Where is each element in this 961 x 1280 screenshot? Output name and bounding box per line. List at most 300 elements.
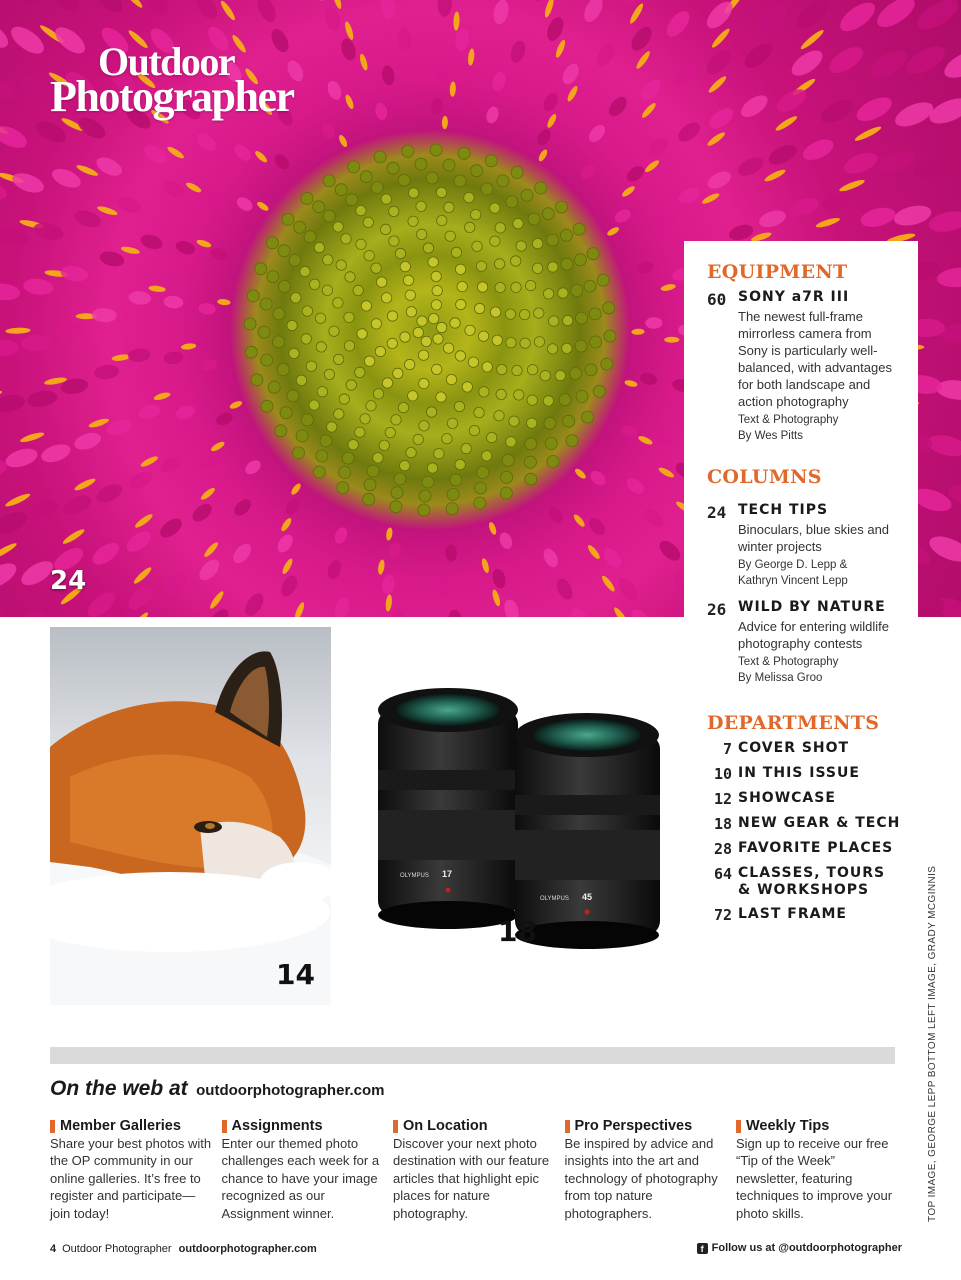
- flower-petal: [624, 475, 647, 497]
- pollen-dot: [361, 301, 371, 311]
- web-column-title-text: Member Galleries: [60, 1118, 181, 1134]
- pollen-dot: [450, 318, 460, 328]
- flower-petal: [72, 207, 103, 230]
- web-column: [222, 1118, 394, 1222]
- flower-stamen: [73, 477, 96, 493]
- pollen-dot: [495, 223, 505, 233]
- pollen-dot: [304, 231, 316, 243]
- flower-petal: [645, 135, 671, 159]
- pollen-dot: [511, 167, 523, 179]
- pollen-dot: [455, 351, 465, 361]
- department-name: CLASSES, TOURS & WORKSHOPS: [738, 865, 886, 898]
- pollen-dot: [477, 467, 489, 479]
- toc-entry-desc: The newest full-frame mirrorless camera from Sony is particularly well-balanced, with advantages for both landscape and action photography: [738, 309, 892, 409]
- pollen-dot: [344, 312, 354, 322]
- pollen-dot: [601, 358, 613, 370]
- flower-petal: [437, 577, 450, 597]
- flower-petal: [872, 0, 919, 33]
- flower-petal: [115, 193, 144, 216]
- flower-stamen: [600, 574, 616, 593]
- pollen-dot: [366, 401, 376, 411]
- pollen-dot: [540, 371, 550, 381]
- pollen-dot: [556, 201, 568, 213]
- pollen-dot: [472, 241, 482, 251]
- pollen-dot: [291, 293, 301, 303]
- pollen-dot: [408, 216, 418, 226]
- pollen-dot: [454, 401, 464, 411]
- pollen-dot: [456, 299, 466, 309]
- department-page: 7: [722, 740, 732, 758]
- pollen-dot: [278, 280, 290, 292]
- flower-stamen: [337, 134, 348, 148]
- pollen-dot: [261, 400, 273, 412]
- department-item[interactable]: [707, 865, 904, 899]
- flower-petal: [568, 605, 592, 617]
- toc-entry[interactable]: [707, 502, 904, 589]
- department-item[interactable]: [707, 740, 904, 758]
- pollen-dot: [604, 330, 616, 342]
- pollen-dot: [436, 392, 446, 402]
- pollen-dot: [360, 414, 370, 424]
- flower-petal: [431, 97, 443, 115]
- masthead-logo: [50, 39, 294, 121]
- pollen-dot: [334, 409, 344, 419]
- flower-stamen: [799, 28, 825, 51]
- flower-petal: [124, 581, 157, 613]
- flower-petal: [139, 232, 164, 252]
- flower-stamen: [628, 2, 645, 25]
- pollen-dot: [543, 396, 553, 406]
- pollen-dot: [524, 456, 536, 468]
- flower-petal: [126, 468, 155, 492]
- flower-stamen: [449, 81, 456, 97]
- flower-stamen: [537, 148, 549, 162]
- pollen-dot: [534, 337, 544, 347]
- flower-petal: [541, 546, 561, 569]
- flower-stamen: [631, 329, 644, 335]
- pollen-dot: [342, 452, 354, 464]
- flower-stamen: [19, 431, 45, 444]
- pollen-dot: [543, 289, 553, 299]
- pollen-dot: [302, 306, 312, 316]
- flower-petal: [49, 165, 83, 191]
- flower-petal: [627, 23, 655, 54]
- web-heading-url[interactable]: outdoorphotographer.com: [196, 1082, 385, 1099]
- flower-stamen: [343, 21, 354, 41]
- flower-petal: [10, 169, 47, 196]
- pollen-dot: [306, 361, 316, 371]
- flower-stamen: [229, 400, 243, 411]
- pollen-dot: [316, 450, 328, 462]
- flower-stamen: [664, 337, 679, 343]
- pollen-dot: [314, 242, 324, 252]
- flower-petal: [757, 207, 788, 230]
- flower-petal: [319, 120, 337, 141]
- flower-petal: [191, 0, 221, 23]
- department-name: FAVORITE PLACES: [738, 840, 894, 856]
- pollen-dot: [485, 155, 497, 167]
- department-item[interactable]: [707, 840, 904, 858]
- web-columns: [50, 1118, 910, 1222]
- flower-petal: [619, 423, 640, 441]
- pollen-dot: [490, 203, 500, 213]
- flower-petal: [535, 127, 554, 148]
- flower-petal: [242, 590, 267, 617]
- equipment-heading: EQUIPMENT: [707, 261, 848, 283]
- department-page: 28: [713, 840, 732, 858]
- pollen-dot: [437, 322, 447, 332]
- toc-credit-line: By Melissa Groo: [738, 672, 823, 684]
- flower-petal: [787, 46, 826, 81]
- flower-stamen: [199, 486, 216, 501]
- pollen-dot: [301, 334, 311, 344]
- footer-follow-text: Follow us at @outdoorphotographer: [711, 1242, 902, 1254]
- pollen-dot: [405, 359, 415, 369]
- pollen-dot: [413, 327, 423, 337]
- flower-petal: [0, 0, 4, 11]
- pollen-dot: [313, 466, 325, 478]
- pollen-dot: [400, 261, 410, 271]
- flower-stamen: [256, 200, 270, 212]
- pollen-dot: [490, 307, 500, 317]
- pollen-dot: [451, 247, 461, 257]
- pollen-dot: [356, 239, 366, 249]
- flower-petal: [214, 410, 234, 427]
- flower-stamen: [293, 601, 306, 617]
- flower-petal: [853, 93, 895, 126]
- flower-petal: [0, 282, 21, 301]
- flower-petal: [727, 222, 755, 243]
- flower-petal: [93, 363, 120, 380]
- web-column: [736, 1118, 908, 1222]
- pollen-dot: [474, 497, 486, 509]
- flower-stamen: [624, 379, 638, 388]
- footer-url[interactable]: outdoorphotographer.com: [178, 1243, 317, 1255]
- pollen-dot: [487, 432, 497, 442]
- web-column-title-text: On Location: [403, 1118, 488, 1134]
- department-name: LAST FRAME: [738, 906, 847, 922]
- pollen-dot: [481, 183, 493, 195]
- pollen-dot: [382, 378, 392, 388]
- toc-entry-title: TECH TIPS: [738, 502, 829, 518]
- department-name: COVER SHOT: [738, 740, 850, 756]
- pollen-dot: [346, 380, 356, 390]
- flower-petal: [866, 46, 911, 83]
- flower-petal: [546, 505, 565, 526]
- pollen-dot: [431, 271, 441, 281]
- department-name: NEW GEAR & TECH: [738, 815, 901, 831]
- department-page: 10: [713, 765, 732, 783]
- pollen-dot: [506, 338, 516, 348]
- flower-petal: [332, 596, 352, 617]
- pollen-dot: [320, 435, 332, 447]
- pollen-dot: [245, 346, 257, 358]
- pollen-dot: [413, 434, 423, 444]
- pollen-dot: [558, 288, 568, 298]
- flower-stamen: [644, 158, 661, 173]
- web-column-title[interactable]: [736, 1118, 900, 1134]
- pollen-dot: [431, 300, 441, 310]
- pollen-dot: [576, 391, 588, 403]
- flower-stamen: [657, 466, 675, 480]
- flower-petal: [381, 65, 396, 87]
- pollen-dot: [501, 471, 513, 483]
- pollen-dot: [528, 213, 540, 225]
- web-column: [50, 1118, 222, 1222]
- flower-petal: [283, 497, 303, 518]
- flower-stamen: [612, 606, 629, 617]
- orange-marker-icon: [393, 1120, 398, 1133]
- lens-page-number: 18: [498, 915, 537, 948]
- pollen-dot: [387, 338, 397, 348]
- flower-petal: [448, 609, 463, 617]
- pollen-dot: [584, 280, 596, 292]
- pollen-dot: [408, 391, 418, 401]
- flower-petal: [163, 351, 184, 365]
- pollen-dot: [516, 241, 526, 251]
- flower-petal: [0, 558, 20, 593]
- flower-petal: [859, 204, 898, 230]
- flower-petal: [901, 41, 949, 80]
- flower-stamen: [572, 513, 586, 528]
- pollen-dot: [469, 425, 479, 435]
- flower-petal: [825, 42, 867, 78]
- pollen-dot: [548, 262, 558, 272]
- pollen-dot: [597, 274, 609, 286]
- flower-petal: [89, 539, 123, 569]
- toc-page-number: 24: [707, 503, 727, 522]
- pollen-dot: [244, 318, 256, 330]
- pollen-dot: [419, 378, 429, 388]
- orange-marker-icon: [736, 1120, 741, 1133]
- flower-petal: [209, 246, 229, 263]
- flower-stamen: [166, 145, 185, 160]
- flower-petal: [454, 28, 470, 52]
- flower-petal: [662, 7, 693, 41]
- pollen-dot: [310, 279, 320, 289]
- flower-petal: [60, 491, 94, 519]
- flower-petal: [332, 525, 349, 545]
- flower-petal: [51, 602, 90, 617]
- flower-stamen: [701, 191, 721, 205]
- pollen-dot: [511, 282, 521, 292]
- pollen-dot: [387, 162, 399, 174]
- hero-page-number: 24: [50, 566, 87, 596]
- flower-petal: [600, 545, 624, 571]
- flower-petal: [160, 570, 190, 600]
- flower-petal: [9, 604, 51, 617]
- pollen-dot: [566, 435, 578, 447]
- pollen-dot: [398, 174, 410, 186]
- pollen-dot: [446, 374, 456, 384]
- pollen-dot: [427, 463, 437, 473]
- flower-petal: [161, 178, 187, 201]
- pollen-dot: [415, 158, 427, 170]
- flower-petal: [390, 608, 406, 617]
- pollen-dot: [363, 217, 373, 227]
- flower-petal: [254, 0, 280, 25]
- flower-petal: [637, 76, 664, 104]
- pollen-dot: [471, 165, 483, 177]
- pollen-dot: [373, 389, 383, 399]
- pollen-dot: [575, 340, 587, 352]
- flower-petal: [0, 15, 13, 54]
- fox-page-number: 14: [276, 958, 315, 991]
- flower-petal: [0, 121, 30, 152]
- flower-stamen: [4, 492, 31, 509]
- pollen-dot: [395, 248, 405, 258]
- flower-stamen: [621, 184, 637, 198]
- pollen-dot: [444, 202, 454, 212]
- flower-petal: [841, 148, 881, 177]
- toc-page-number: 60: [707, 290, 727, 309]
- pollen-dot: [544, 417, 556, 429]
- flower-petal: [766, 141, 800, 169]
- pollen-dot: [363, 493, 375, 505]
- flower-stamen: [635, 50, 652, 71]
- pollen-dot: [387, 311, 397, 321]
- toc-entry-credit: [738, 412, 904, 444]
- flower-petal: [22, 277, 54, 296]
- pollen-dot: [468, 357, 478, 367]
- toc-entry-credit: [738, 654, 904, 686]
- flower-stamen: [453, 11, 460, 30]
- pollen-dot: [430, 144, 442, 156]
- table-of-contents: [684, 241, 918, 1023]
- flower-petal: [737, 91, 771, 121]
- flower-petal: [139, 0, 173, 20]
- web-column: [565, 1118, 737, 1222]
- pollen-dot: [374, 151, 386, 163]
- pollen-dot: [394, 473, 406, 485]
- pollen-dot: [315, 313, 325, 323]
- pollen-dot: [547, 234, 559, 246]
- pollen-dot: [443, 343, 453, 353]
- flower-petal: [653, 429, 676, 449]
- flower-petal: [624, 163, 647, 185]
- pollen-dot: [327, 422, 337, 432]
- pollen-dot: [255, 263, 267, 275]
- flower-petal: [820, 189, 856, 215]
- pollen-dot: [437, 215, 447, 225]
- pollen-dot: [534, 308, 544, 318]
- flower-petal: [740, 39, 776, 73]
- flower-petal: [787, 194, 821, 219]
- pollen-dot: [426, 407, 436, 417]
- toc-entry[interactable]: [707, 289, 904, 444]
- pollen-dot: [268, 381, 280, 393]
- flower-petal: [105, 417, 133, 438]
- department-item[interactable]: [707, 906, 904, 924]
- flower-petal: [234, 194, 255, 213]
- pollen-dot: [267, 271, 279, 283]
- footer-social[interactable]: [697, 1242, 902, 1254]
- department-item[interactable]: [707, 815, 904, 833]
- flower-petal: [189, 500, 215, 524]
- lens1-focal: 17: [442, 869, 453, 879]
- pollen-dot: [324, 369, 334, 379]
- flower-petal: [627, 606, 655, 617]
- flower-petal: [231, 496, 254, 519]
- flower-petal: [322, 5, 343, 33]
- lens2-focal: 45: [582, 892, 593, 902]
- pollen-dot: [416, 201, 426, 211]
- flower-petal: [93, 480, 124, 506]
- pollen-dot: [296, 375, 306, 385]
- pollen-dot: [525, 280, 535, 290]
- flower-petal: [559, 61, 582, 87]
- flower-stamen: [219, 0, 237, 22]
- flower-petal: [752, 0, 790, 37]
- pollen-dot: [371, 263, 381, 273]
- flower-petal: [445, 544, 458, 562]
- pollen-dot: [273, 336, 285, 348]
- flower-petal: [670, 60, 700, 90]
- pollen-dot: [309, 400, 319, 410]
- flower-stamen: [385, 527, 393, 541]
- toc-credit-line: Text & Photography: [738, 656, 839, 668]
- flower-petal: [703, 46, 736, 78]
- department-item[interactable]: [707, 765, 904, 783]
- flower-petal: [580, 0, 606, 25]
- flower-petal: [0, 71, 18, 106]
- pollen-dot: [445, 231, 455, 241]
- pollen-dot: [497, 175, 509, 187]
- pollen-dot: [296, 430, 308, 442]
- flower-petal: [578, 161, 598, 181]
- web-column-title[interactable]: [50, 1118, 214, 1134]
- toc-entry-credit: [738, 557, 904, 589]
- pollen-dot: [333, 222, 343, 232]
- pollen-dot: [455, 264, 465, 274]
- pollen-dot: [511, 256, 521, 266]
- pollen-dot: [316, 342, 326, 352]
- flower-petal: [379, 0, 396, 20]
- web-column-title[interactable]: [393, 1118, 557, 1134]
- flower-petal: [612, 207, 633, 226]
- fox-illustration: [50, 627, 331, 1005]
- flower-stamen: [208, 590, 225, 611]
- pollen-dot: [355, 367, 365, 377]
- flower-petal: [586, 122, 608, 145]
- pollen-dot: [496, 389, 506, 399]
- flower-petal: [174, 403, 197, 421]
- pollen-dot: [442, 434, 452, 444]
- department-item[interactable]: [707, 790, 904, 808]
- toc-entry[interactable]: [707, 599, 904, 686]
- flower-stamen: [88, 417, 110, 429]
- web-column-title[interactable]: [565, 1118, 729, 1134]
- flower-petal: [735, 154, 766, 180]
- lens1-brand: OLYMPUS: [400, 873, 429, 879]
- toc-entry-desc: Binoculars, blue skies and winter projects: [738, 522, 890, 554]
- pollen-dot: [258, 326, 270, 338]
- flower-stamen: [706, 130, 727, 147]
- pollen-dot: [433, 334, 443, 344]
- pollen-dot: [389, 206, 399, 216]
- flower-petal: [553, 576, 575, 602]
- pollen-dot: [280, 407, 292, 419]
- flower-petal: [128, 290, 152, 306]
- pollen-dot: [390, 501, 402, 513]
- pollen-dot: [375, 346, 385, 356]
- pollen-dot: [576, 312, 588, 324]
- pollen-dot: [356, 205, 366, 215]
- pollen-dot: [341, 234, 351, 244]
- flower-petal: [3, 445, 39, 471]
- web-column-title[interactable]: [222, 1118, 386, 1134]
- pollen-dot: [322, 285, 332, 295]
